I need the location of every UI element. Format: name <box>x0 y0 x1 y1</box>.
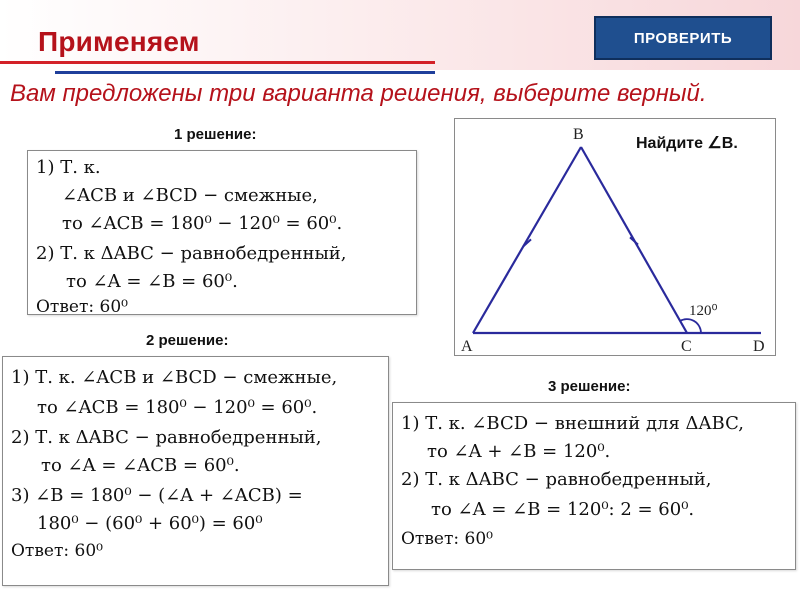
instruction-text: Вам предложены три варианта решения, выберите верный. <box>10 80 707 107</box>
vertex-a-label: A <box>461 338 473 355</box>
solution-1-line: 2) Т. к ΔABC − равнобедренный, <box>36 243 347 264</box>
solution-3-line: 1) Т. к. ∠BCD − внешний для ΔABC, <box>401 413 744 434</box>
solution-3-line: то ∠A = ∠B = 120⁰: 2 = 60⁰. <box>431 499 695 520</box>
solution-1-line: то ∠ACB = 180⁰ − 120⁰ = 60⁰. <box>62 213 343 234</box>
solution-2-label: 2 решение: <box>146 332 229 349</box>
solution-2-line: то ∠ACB = 180⁰ − 120⁰ = 60⁰. <box>37 397 318 418</box>
solution-2-line: то ∠A = ∠ACB = 60⁰. <box>41 455 240 476</box>
solution-1-label: 1 решение: <box>174 126 257 143</box>
solution-2-box[interactable] <box>2 356 389 586</box>
angle-value-label: 120⁰ <box>689 303 718 319</box>
solution-2-line: 1) Т. к. ∠ACB и ∠BCD − смежные, <box>11 367 338 388</box>
page-title: Применяем <box>38 26 200 57</box>
solution-2-line: 180⁰ − (60⁰ + 60⁰) = 60⁰ <box>37 513 263 534</box>
solution-3-label: 3 решение: <box>548 378 631 395</box>
task-text: Найдите ∠B. <box>636 135 738 152</box>
solution-1-line: ∠ACB и ∠BCD − смежные, <box>62 185 318 206</box>
vertex-b-label: B <box>573 126 584 143</box>
solution-1-answer: Ответ: 60⁰ <box>36 297 128 317</box>
side-ab <box>473 147 581 333</box>
triangle-figure <box>454 118 776 356</box>
solution-2-line: 2) Т. к ΔABC − равнобедренный, <box>11 427 322 448</box>
title-underline-red <box>0 61 435 64</box>
solution-1-line: то ∠A = ∠B = 60⁰. <box>66 271 238 292</box>
solution-1-box[interactable] <box>27 150 417 315</box>
vertex-c-label: C <box>681 338 692 355</box>
triangle-diagram <box>455 119 775 355</box>
check-button[interactable]: ПРОВЕРИТЬ <box>594 16 772 60</box>
vertex-d-label: D <box>753 338 765 355</box>
solution-3-line: то ∠A + ∠B = 120⁰. <box>427 441 611 462</box>
solution-3-line: 2) Т. к ΔABC − равнобедренный, <box>401 469 712 490</box>
solution-3-box[interactable] <box>392 402 796 570</box>
solution-3-answer: Ответ: 60⁰ <box>401 529 493 549</box>
title-underline-blue <box>55 71 435 74</box>
solution-2-line: 3) ∠B = 180⁰ − (∠A + ∠ACB) = <box>11 485 303 506</box>
solution-2-answer: Ответ: 60⁰ <box>11 541 103 561</box>
solution-1-line: 1) Т. к. <box>36 157 101 178</box>
